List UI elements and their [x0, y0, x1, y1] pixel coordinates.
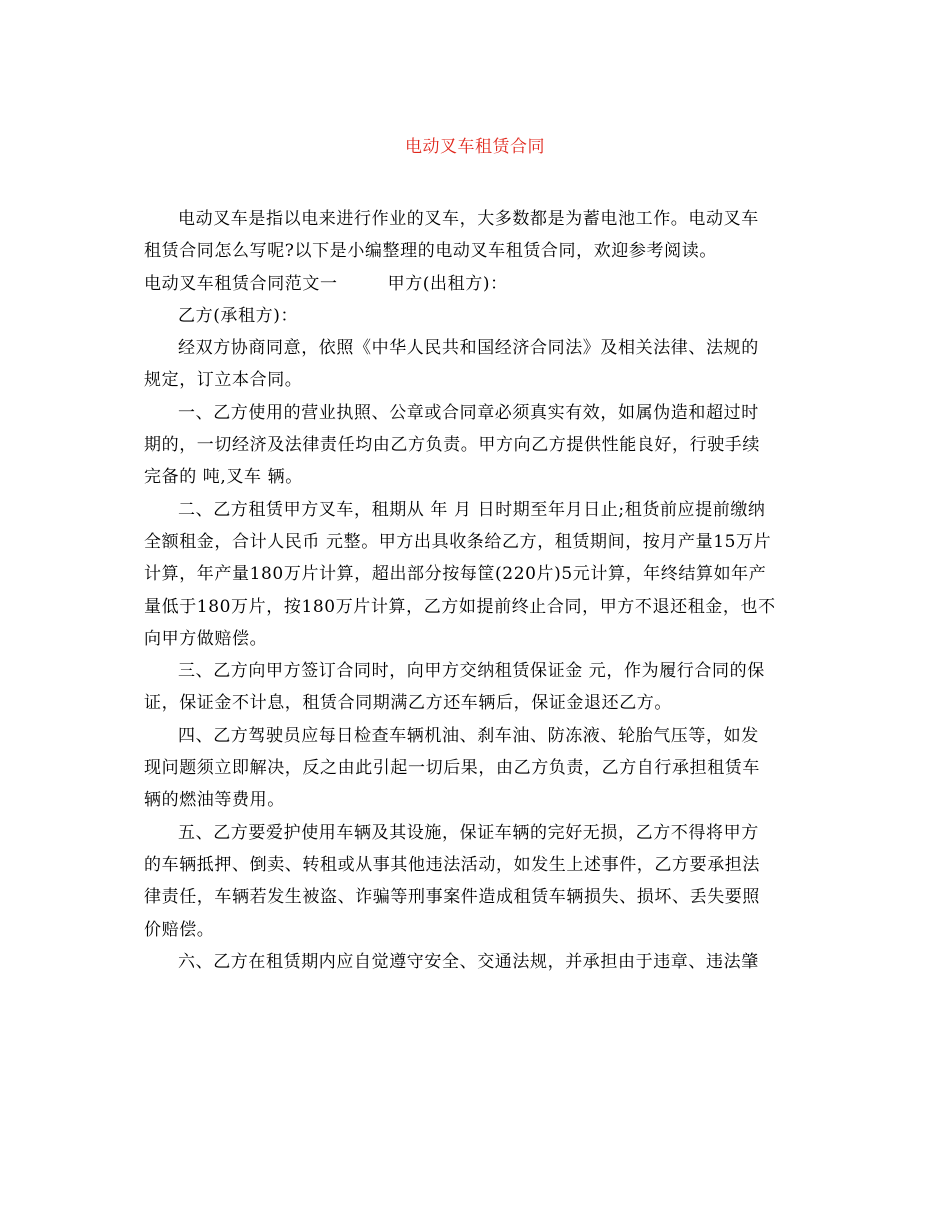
- clause-line: 量低于180万片，按180万片计算，乙方如提前终止合同，甲方不退还租金，也不: [144, 596, 776, 617]
- party-b-paragraph: [144, 300, 812, 332]
- party-a-label: 甲方(出租方)：: [387, 273, 508, 294]
- preamble-line: 经双方协商同意，依照《中华人民共和国经济合同法》及相关法律、法规的: [178, 338, 759, 359]
- clause-line: 辆的燃油等费用。: [144, 790, 285, 811]
- clause-1: [144, 397, 812, 429]
- clause-1-cont: [144, 429, 812, 494]
- clause-3: [144, 655, 812, 687]
- clause-line: 律责任，车辆若发生被盗、诈骗等刑事案件造成租赁车辆损失、损坏、丢失要照: [144, 887, 760, 908]
- clause-2: [144, 494, 812, 526]
- clause-line: 证，保证金不计息，租赁合同期满乙方还车辆后，保证金退还乙方。: [144, 693, 672, 714]
- clause-line: 六、乙方在租赁期内应自觉遵守安全、交通法规，并承担由于违章、违法肇: [178, 951, 759, 972]
- clause-line: 现问题须立即解决，反之由此引起一切后果，由乙方负责，乙方自行承担租赁车: [144, 758, 760, 779]
- intro-paragraph-cont: [144, 235, 812, 267]
- clause-line: 向甲方做赔偿。: [144, 628, 268, 649]
- clause-5-cont: [144, 849, 812, 946]
- preamble-line: 规定，订立本合同。: [144, 370, 303, 391]
- clause-line: 的车辆抵押、倒卖、转租或从事其他违法活动，如发生上述事件，乙方要承担法: [144, 854, 760, 875]
- clause-line: 完备的 吨,叉车 辆。: [144, 467, 303, 488]
- clause-4-cont: [144, 752, 812, 817]
- clause-line: 四、乙方驾驶员应每日检查车辆机油、刹车油、防冻液、轮胎气压等，如发: [178, 725, 759, 746]
- intro-line: 电动叉车是指以电来进行作业的叉车，大多数都是为蓄电池工作。电动叉车: [178, 209, 759, 229]
- sample-heading-row: [144, 268, 812, 300]
- clause-line: 三、乙方向甲方签订合同时，向甲方交纳租赁保证金 元，作为履行合同的保: [178, 661, 765, 682]
- clause-line: 期的，一切经济及法律责任均由乙方负责。甲方向乙方提供性能良好，行驶手续: [144, 435, 760, 456]
- clause-2-cont: [144, 526, 812, 655]
- preamble-paragraph: [144, 332, 812, 364]
- clause-line: 五、乙方要爱护使用车辆及其设施，保证车辆的完好无损，乙方不得将甲方: [178, 822, 759, 843]
- clause-3-cont: [144, 687, 812, 719]
- clause-6: [144, 946, 812, 978]
- clause-line: 一、乙方使用的营业执照、公章或合同章必须真实有效，如属伪造和超过时: [178, 402, 759, 423]
- clause-4: [144, 720, 812, 752]
- intro-paragraph: [144, 203, 812, 235]
- sample-heading: 电动叉车租赁合同范文一: [144, 273, 338, 294]
- clause-line: 二、乙方租赁甲方叉车，租期从 年 月 日时期至年月日止;租货前应提前缴纳: [178, 499, 766, 520]
- clause-line: 计算，年产量180万片计算，超出部分按每筐(220片)5元计算，年终结算如年产: [144, 564, 767, 585]
- document-body: [144, 203, 812, 978]
- preamble-paragraph-cont: [144, 364, 812, 396]
- document-title: 电动叉车租赁合同: [405, 137, 545, 157]
- party-b-label: 乙方(承租方)：: [178, 305, 299, 326]
- intro-line: 租赁合同怎么写呢?以下是小编整理的电动叉车租赁合同，欢迎参考阅读。: [144, 241, 717, 262]
- clause-5: [144, 817, 812, 849]
- clause-line: 价赔偿。: [144, 919, 215, 940]
- clause-line: 全额租金，合计人民币 元整。甲方出具收条给乙方，租赁期间，按月产量15万片: [144, 531, 772, 552]
